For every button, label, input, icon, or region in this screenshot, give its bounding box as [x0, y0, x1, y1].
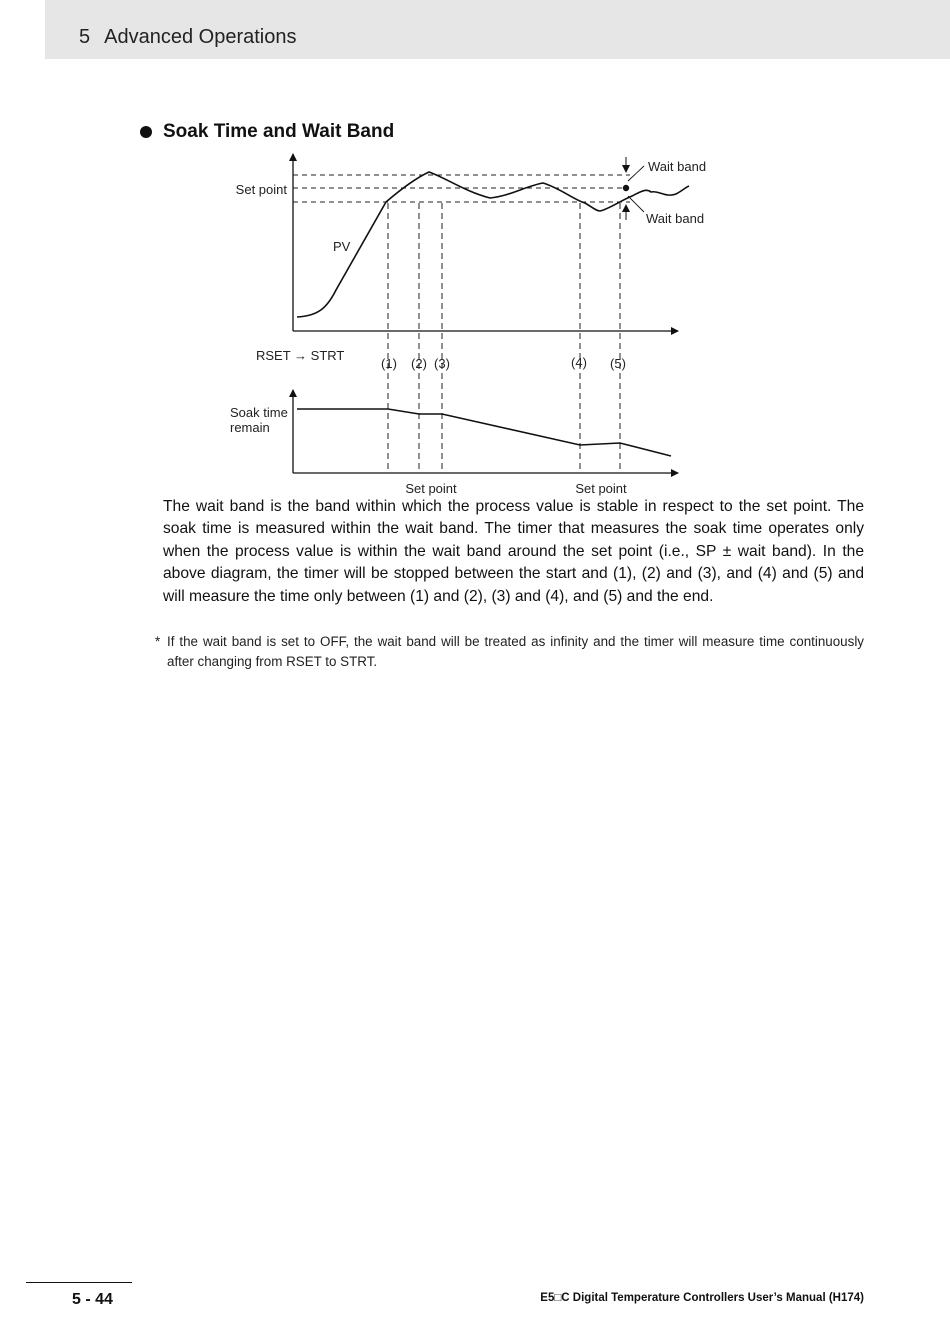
marker-label-2: (2) [411, 356, 427, 371]
pv-curve [297, 172, 689, 317]
footer-rule [26, 1282, 132, 1283]
set-point-label: Set point [235, 182, 287, 197]
rset-strt-label: RSET → STRT [256, 348, 345, 363]
bottom-set-point-label-2: Set point [575, 481, 627, 496]
bottom-set-point-label-1: Set point [405, 481, 457, 496]
soak-time-label: Soak time [230, 405, 288, 420]
soak-time-remain-label: remain [230, 420, 270, 435]
section-title-text: Soak Time and Wait Band [163, 121, 395, 142]
page-number: 5 - 44 [72, 1291, 113, 1308]
wait-band-lower-label: Wait band [646, 211, 705, 226]
chapter-number: 5 [79, 26, 91, 48]
wait-band-lower-leader [628, 196, 644, 212]
marker-label-3: (3) [434, 356, 450, 371]
wait-band-upper-label: Wait band [648, 159, 707, 174]
marker-label-4: (4) [571, 355, 587, 370]
marker-label-5: (5) [610, 356, 626, 371]
footnote [155, 632, 864, 672]
wait-band-upper-leader [628, 166, 644, 181]
chapter-title: Advanced Operations [104, 26, 297, 48]
footnote-text: If the wait band is set to OFF, the wait band will be treated as infinity and the timer will measure time continuously after changing from RSET to STRT. [167, 634, 864, 669]
footnote-star: * [155, 634, 161, 649]
body-paragraph: The wait band is the band within which the process value is stable in respect to the set point. The soak time is measured within the wait band. The timer that measures the soak time operates only when the process value is within the wait band around the set point (i.e., SP ± wait band). In the above diagram, the timer will be stopped between the start and (1), (2) and (3), and (4) and (5) and will measure the time only between (1) and (2), (3) and (4), and (5) and the end. [163, 498, 864, 605]
marker-label-1: (1) [381, 356, 397, 371]
set-point-dot [623, 185, 629, 191]
pv-label: PV [333, 239, 351, 254]
soak-time-remain-line [297, 409, 671, 456]
manual-title: E5□C Digital Temperature Controllers User’s Manual (H174) [540, 1292, 864, 1304]
soak-time-diagram [0, 0, 950, 500]
